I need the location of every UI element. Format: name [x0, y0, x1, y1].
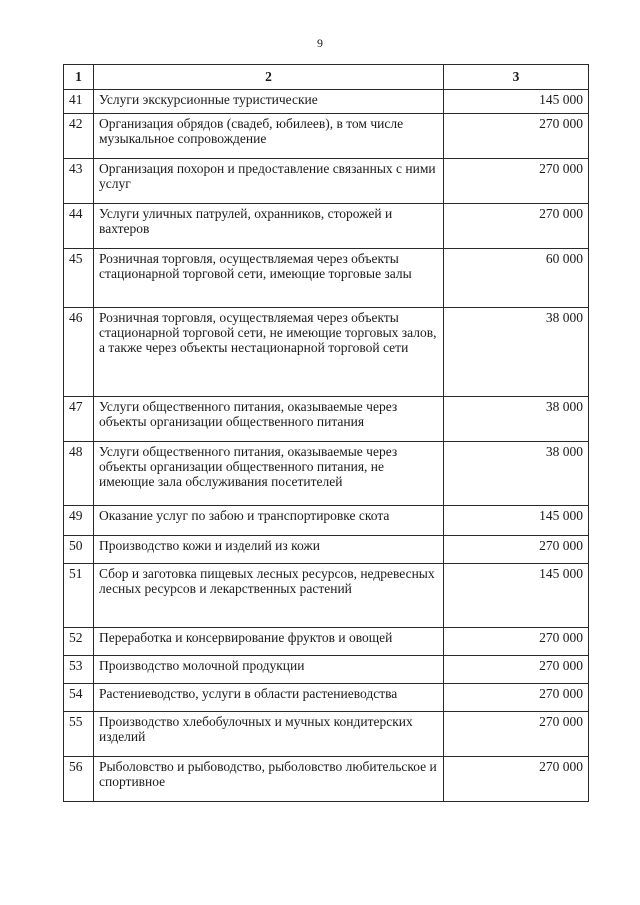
row-number: 41	[64, 90, 94, 114]
table-row	[64, 628, 589, 656]
row-number: 50	[64, 536, 94, 564]
row-amount: 270 000	[444, 204, 589, 249]
row-amount: 270 000	[444, 656, 589, 684]
table-row	[64, 564, 589, 628]
row-number: 51	[64, 564, 94, 628]
column-header-amount: 3	[444, 65, 589, 90]
row-amount: 38 000	[444, 308, 589, 397]
row-description: Услуги общественного питания, оказываемые через объекты организации общественного питания	[94, 397, 444, 442]
row-description: Производство хлебобулочных и мучных кондитерских изделий	[94, 712, 444, 757]
row-amount: 270 000	[444, 114, 589, 159]
table-row	[64, 757, 589, 802]
row-description: Услуги уличных патрулей, охранников, сторожей и вахтеров	[94, 204, 444, 249]
table-row	[64, 308, 589, 397]
table-row	[64, 249, 589, 308]
table-row	[64, 712, 589, 757]
table-row	[64, 442, 589, 506]
row-amount: 60 000	[444, 249, 589, 308]
row-number: 43	[64, 159, 94, 204]
page-number: 9	[317, 36, 323, 50]
row-number: 47	[64, 397, 94, 442]
row-amount: 270 000	[444, 628, 589, 656]
row-amount: 145 000	[444, 564, 589, 628]
column-header-description: 2	[94, 65, 444, 90]
row-description: Услуги экскурсионные туристические	[94, 90, 444, 114]
column-header-number: 1	[64, 65, 94, 90]
row-number: 56	[64, 757, 94, 802]
row-description: Производство кожи и изделий из кожи	[94, 536, 444, 564]
row-amount: 270 000	[444, 684, 589, 712]
row-amount: 145 000	[444, 506, 589, 536]
row-description: Организация похорон и предоставление связанных с ними услуг	[94, 159, 444, 204]
row-amount: 270 000	[444, 536, 589, 564]
row-amount: 38 000	[444, 442, 589, 506]
row-amount: 270 000	[444, 159, 589, 204]
table-row	[64, 506, 589, 536]
table-row	[64, 397, 589, 442]
row-amount: 270 000	[444, 757, 589, 802]
row-description: Оказание услуг по забою и транспортировке скота	[94, 506, 444, 536]
table-row	[64, 656, 589, 684]
table-row	[64, 114, 589, 159]
row-description: Услуги общественного питания, оказываемые через объекты организации общественного питания, не имеющие зала обслуживания посетителей	[94, 442, 444, 506]
row-description: Рыболовство и рыбоводство, рыболовство любительское и спортивное	[94, 757, 444, 802]
table-header-row	[64, 65, 589, 90]
row-number: 55	[64, 712, 94, 757]
row-amount: 145 000	[444, 90, 589, 114]
table-row	[64, 536, 589, 564]
row-number: 48	[64, 442, 94, 506]
row-amount: 38 000	[444, 397, 589, 442]
row-description: Производство молочной продукции	[94, 656, 444, 684]
row-number: 45	[64, 249, 94, 308]
row-description: Розничная торговля, осуществляемая через объекты стационарной торговой сети, не имеющие торговых залов, а также через объекты нестационарной торговой сети	[94, 308, 444, 397]
row-number: 46	[64, 308, 94, 397]
row-number: 54	[64, 684, 94, 712]
row-number: 53	[64, 656, 94, 684]
table-row	[64, 90, 589, 114]
row-description: Растениеводство, услуги в области растениеводства	[94, 684, 444, 712]
row-number: 44	[64, 204, 94, 249]
row-description: Розничная торговля, осуществляемая через объекты стационарной торговой сети, имеющие торговые залы	[94, 249, 444, 308]
row-description: Организация обрядов (свадеб, юбилеев), в том числе музыкальное сопровождение	[94, 114, 444, 159]
row-number: 49	[64, 506, 94, 536]
table-body	[64, 90, 589, 802]
services-table	[63, 64, 589, 802]
row-description: Переработка и консервирование фруктов и овощей	[94, 628, 444, 656]
table-row	[64, 159, 589, 204]
row-number: 52	[64, 628, 94, 656]
row-description: Сбор и заготовка пищевых лесных ресурсов, недревесных лесных ресурсов и лекарственных растений	[94, 564, 444, 628]
table-row	[64, 684, 589, 712]
row-number: 42	[64, 114, 94, 159]
table-row	[64, 204, 589, 249]
row-amount: 270 000	[444, 712, 589, 757]
